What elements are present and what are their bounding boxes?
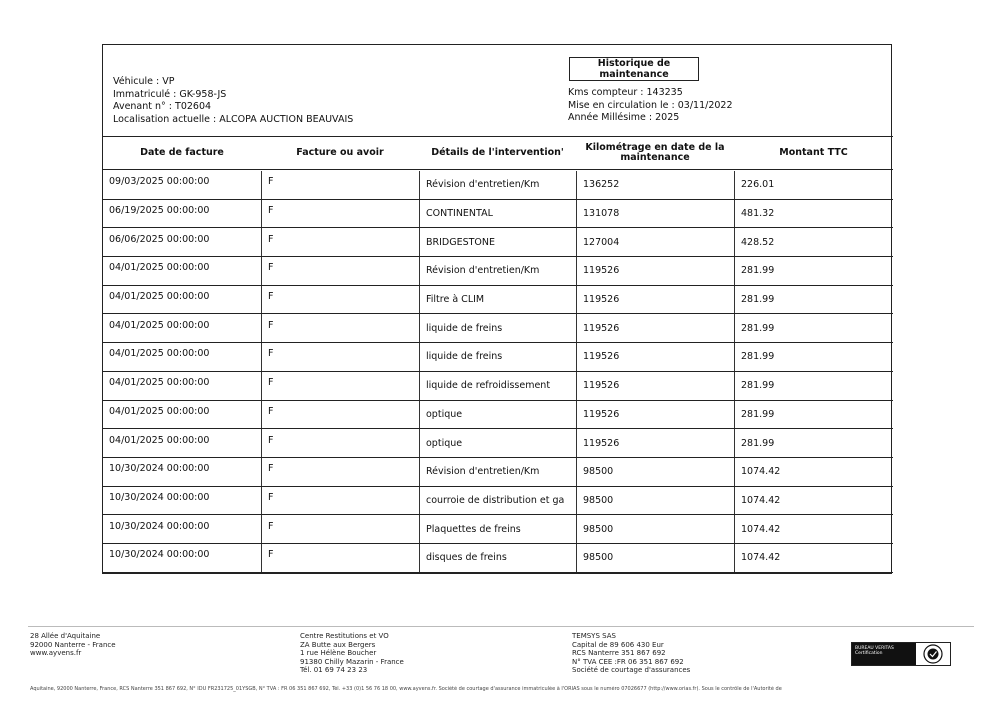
invoice-date-cell [103, 171, 258, 199]
amount-cell [734, 515, 893, 543]
amount-cell [734, 257, 893, 285]
intervention-detail-cell [419, 372, 576, 400]
intervention-detail-cell [419, 429, 576, 457]
cell-text: 1074.42 [741, 494, 781, 506]
column-header: Détails de l'intervention' [431, 146, 564, 158]
intervention-detail-cell [419, 343, 576, 371]
cell-text: disques de freins [426, 552, 507, 564]
cell-text: Plaquettes de freins [426, 523, 521, 535]
amendment-number: Avenant n° : T02604 [113, 101, 212, 112]
intervention-detail-cell [419, 228, 576, 256]
invoice-type-cell [261, 487, 419, 515]
invoice-type-cell [261, 171, 419, 199]
table-row [103, 401, 893, 430]
cell-text: 04/01/2025 00:00:00 [109, 434, 210, 446]
cell-text: 10/30/2024 00:00:00 [109, 520, 210, 532]
invoice-date-cell [103, 544, 258, 572]
table-row [103, 487, 893, 516]
cell-text: 04/01/2025 00:00:00 [109, 319, 210, 331]
cell-text: F [268, 520, 274, 532]
table-row [103, 200, 893, 229]
cell-text: 428.52 [741, 236, 775, 248]
table-row [103, 171, 893, 200]
cell-text: 98500 [583, 494, 614, 506]
legal-notice: Aquitaine, 92000 Nanterre, France, RCS Nanterre 351 867 692, N° IDU FR231725_01YSGB, N° TVA : FR 06 351 867 692, Tél. +33 (0)1 56 76 18 00, www.ayvens.fr. Société de courtage d'assurance immatriculée à l'ORIAS sous le numéro 07026677 (http://www.orias.fr). Sous le contrôle de l'Autorité de [30, 686, 782, 692]
registration-date: Mise en circulation le : 03/11/2022 [568, 99, 733, 111]
cell-text: 98500 [583, 466, 614, 478]
amount-cell [734, 487, 893, 515]
registration: Immatriculé : GK-958-JS [113, 88, 227, 100]
invoice-date-cell [103, 343, 258, 371]
invoice-type-cell [261, 544, 419, 572]
table-header [103, 136, 893, 170]
column-header: Date de facture [140, 146, 224, 158]
cell-text: 119526 [583, 380, 620, 392]
intervention-detail-cell [419, 487, 576, 515]
intervention-detail-cell [419, 257, 576, 285]
cell-text: 131078 [583, 208, 620, 220]
mileage-info [568, 87, 733, 125]
mileage-cell [576, 401, 734, 429]
certification-sub: Certification [855, 651, 883, 656]
footer-line: Capital de 89 606 430 Eur [572, 640, 664, 649]
odometer: Kms compteur : 143235 [568, 87, 683, 98]
table-row [103, 544, 893, 573]
cell-text: 481.32 [741, 208, 775, 220]
footer-line: Tél. 01 69 74 23 23 [300, 666, 368, 674]
cell-text: 06/06/2025 00:00:00 [109, 233, 210, 245]
cell-text: 10/30/2024 00:00:00 [109, 549, 210, 561]
cell-text: 98500 [583, 552, 614, 564]
cell-text: 127004 [583, 236, 620, 248]
cell-text: 281.99 [741, 380, 775, 392]
cell-text: 119526 [583, 351, 620, 363]
cell-text: 119526 [583, 437, 620, 449]
vehicle-type: Véhicule : VP [113, 76, 175, 87]
cell-text: 281.99 [741, 351, 775, 363]
amount-cell [734, 544, 893, 572]
cell-text: BRIDGESTONE [426, 236, 496, 248]
invoice-date-cell [103, 372, 258, 400]
cell-text: 98500 [583, 523, 614, 535]
cell-text: 226.01 [741, 179, 775, 191]
footer-line: www.ayvens.fr [30, 649, 82, 657]
cell-text: F [268, 434, 274, 446]
table-row [103, 372, 893, 401]
invoice-type-cell [261, 314, 419, 342]
footer-line: ZA Butte aux Bergers [300, 640, 376, 649]
table-row [103, 314, 893, 343]
mileage-cell [576, 544, 734, 572]
cell-text: 281.99 [741, 322, 775, 334]
table-row [103, 228, 893, 257]
column-header: Facture ou avoir [296, 146, 384, 158]
cell-text: F [268, 549, 274, 561]
cell-text: 281.99 [741, 265, 775, 277]
cell-text: 119526 [583, 408, 620, 420]
footer-company [572, 632, 690, 675]
cell-text: 1074.42 [741, 552, 781, 564]
mileage-cell [576, 458, 734, 486]
intervention-detail-cell [419, 515, 576, 543]
vehicle-info [113, 76, 353, 126]
cell-text: 119526 [583, 322, 620, 334]
cell-text: F [268, 348, 274, 360]
mileage-cell [576, 286, 734, 314]
cell-text: courroie de distribution et ga [426, 494, 565, 506]
cell-text: liquide de freins [426, 351, 503, 363]
column-header: Kilométrage en date de la maintenance [585, 141, 725, 163]
footer-line: Centre Restitutions et VO [300, 632, 389, 640]
mileage-cell [576, 200, 734, 228]
footer-divider [28, 626, 974, 627]
invoice-date-cell [103, 401, 258, 429]
cell-text: Révision d'entretien/Km [426, 179, 540, 191]
cell-text: 281.99 [741, 408, 775, 420]
cell-text: F [268, 319, 274, 331]
invoice-date-cell [103, 257, 258, 285]
cell-text: optique [426, 437, 463, 449]
invoice-date-cell [103, 458, 258, 486]
cell-text: 04/01/2025 00:00:00 [109, 291, 210, 303]
cell-text: CONTINENTAL [426, 208, 493, 220]
invoice-type-cell [261, 343, 419, 371]
amount-cell [734, 372, 893, 400]
table-row [103, 343, 893, 372]
invoice-date-cell [103, 200, 258, 228]
invoice-type-cell [261, 458, 419, 486]
intervention-detail-cell [419, 544, 576, 572]
mileage-cell [576, 171, 734, 199]
mileage-cell [576, 314, 734, 342]
invoice-date-cell [103, 286, 258, 314]
certification-logo [851, 642, 951, 666]
cell-text: F [268, 262, 274, 274]
cell-text: liquide de refroidissement [426, 380, 551, 392]
certification-text [852, 643, 916, 665]
invoice-type-cell [261, 515, 419, 543]
cell-text: Filtre à CLIM [426, 294, 485, 306]
cell-text: 281.99 [741, 294, 775, 306]
cell-text: Révision d'entretien/Km [426, 265, 540, 277]
amount-cell [734, 458, 893, 486]
invoice-date-cell [103, 228, 258, 256]
cell-text: 04/01/2025 00:00:00 [109, 262, 210, 274]
cell-text: optique [426, 408, 463, 420]
invoice-type-cell [261, 372, 419, 400]
amount-cell [734, 314, 893, 342]
intervention-detail-cell [419, 171, 576, 199]
invoice-date-cell [103, 515, 258, 543]
cell-text: F [268, 405, 274, 417]
mileage-cell [576, 343, 734, 371]
maintenance-table [103, 171, 893, 573]
invoice-type-cell [261, 286, 419, 314]
footer-restitution-center [300, 632, 404, 675]
table-row [103, 286, 893, 315]
mileage-cell [576, 228, 734, 256]
invoice-type-cell [261, 401, 419, 429]
cell-text: F [268, 205, 274, 217]
invoice-date-cell [103, 487, 258, 515]
cell-text: Révision d'entretien/Km [426, 466, 540, 478]
cell-text: 281.99 [741, 437, 775, 449]
certification-label: BUREAU VERITAS [855, 646, 894, 651]
amount-cell [734, 200, 893, 228]
footer-line: Société de courtage d'assurances [572, 666, 691, 674]
cell-text: F [268, 491, 274, 503]
invoice-date-cell [103, 314, 258, 342]
mileage-cell [576, 429, 734, 457]
cell-text: F [268, 233, 274, 245]
cell-text: liquide de freins [426, 322, 503, 334]
amount-cell [734, 401, 893, 429]
certification-seal-icon [916, 643, 950, 665]
intervention-detail-cell [419, 286, 576, 314]
cell-text: F [268, 463, 274, 475]
amount-cell [734, 171, 893, 199]
mileage-cell [576, 257, 734, 285]
model-year: Année Millésime : 2025 [568, 112, 680, 123]
cell-text: F [268, 291, 274, 303]
cell-text: 06/19/2025 00:00:00 [109, 205, 210, 217]
cell-text: 04/01/2025 00:00:00 [109, 377, 210, 389]
cell-text: 1074.42 [741, 466, 781, 478]
invoice-type-cell [261, 429, 419, 457]
column-header: Montant TTC [779, 146, 848, 158]
footer-address [30, 632, 116, 658]
cell-text: 09/03/2025 00:00:00 [109, 176, 210, 188]
footer-line: 91380 Chilly Mazarin - France [300, 657, 404, 666]
mileage-cell [576, 487, 734, 515]
footer-line: 1 rue Hélène Boucher [300, 649, 377, 657]
invoice-type-cell [261, 257, 419, 285]
invoice-date-cell [103, 429, 258, 457]
intervention-detail-cell [419, 401, 576, 429]
table-row [103, 257, 893, 286]
intervention-detail-cell [419, 314, 576, 342]
intervention-detail-cell [419, 458, 576, 486]
cell-text: 04/01/2025 00:00:00 [109, 348, 210, 360]
amount-cell [734, 228, 893, 256]
document-title: Historique de maintenance [569, 57, 699, 81]
mileage-cell [576, 515, 734, 543]
cell-text: 119526 [583, 294, 620, 306]
amount-cell [734, 286, 893, 314]
amount-cell [734, 429, 893, 457]
table-row [103, 515, 893, 544]
footer-line: RCS Nanterre 351 867 692 [572, 649, 666, 657]
table-row [103, 429, 893, 458]
cell-text: 04/01/2025 00:00:00 [109, 405, 210, 417]
cell-text: 1074.42 [741, 523, 781, 535]
intervention-detail-cell [419, 200, 576, 228]
footer-line: TEMSYS SAS [572, 632, 616, 640]
cell-text: 10/30/2024 00:00:00 [109, 491, 210, 503]
table-row [103, 458, 893, 487]
mileage-cell [576, 372, 734, 400]
amount-cell [734, 343, 893, 371]
invoice-type-cell [261, 228, 419, 256]
cell-text: 10/30/2024 00:00:00 [109, 463, 210, 475]
current-location: Localisation actuelle : ALCOPA AUCTION BEAUVAIS [113, 113, 354, 125]
cell-text: F [268, 176, 274, 188]
invoice-type-cell [261, 200, 419, 228]
cell-text: F [268, 377, 274, 389]
footer-line: N° TVA CEE :FR 06 351 867 692 [572, 657, 684, 666]
cell-text: 119526 [583, 265, 620, 277]
footer-line: 92000 Nanterre - France [30, 640, 116, 649]
footer-line: 28 Allée d'Aquitaine [30, 632, 101, 640]
cell-text: 136252 [583, 179, 620, 191]
